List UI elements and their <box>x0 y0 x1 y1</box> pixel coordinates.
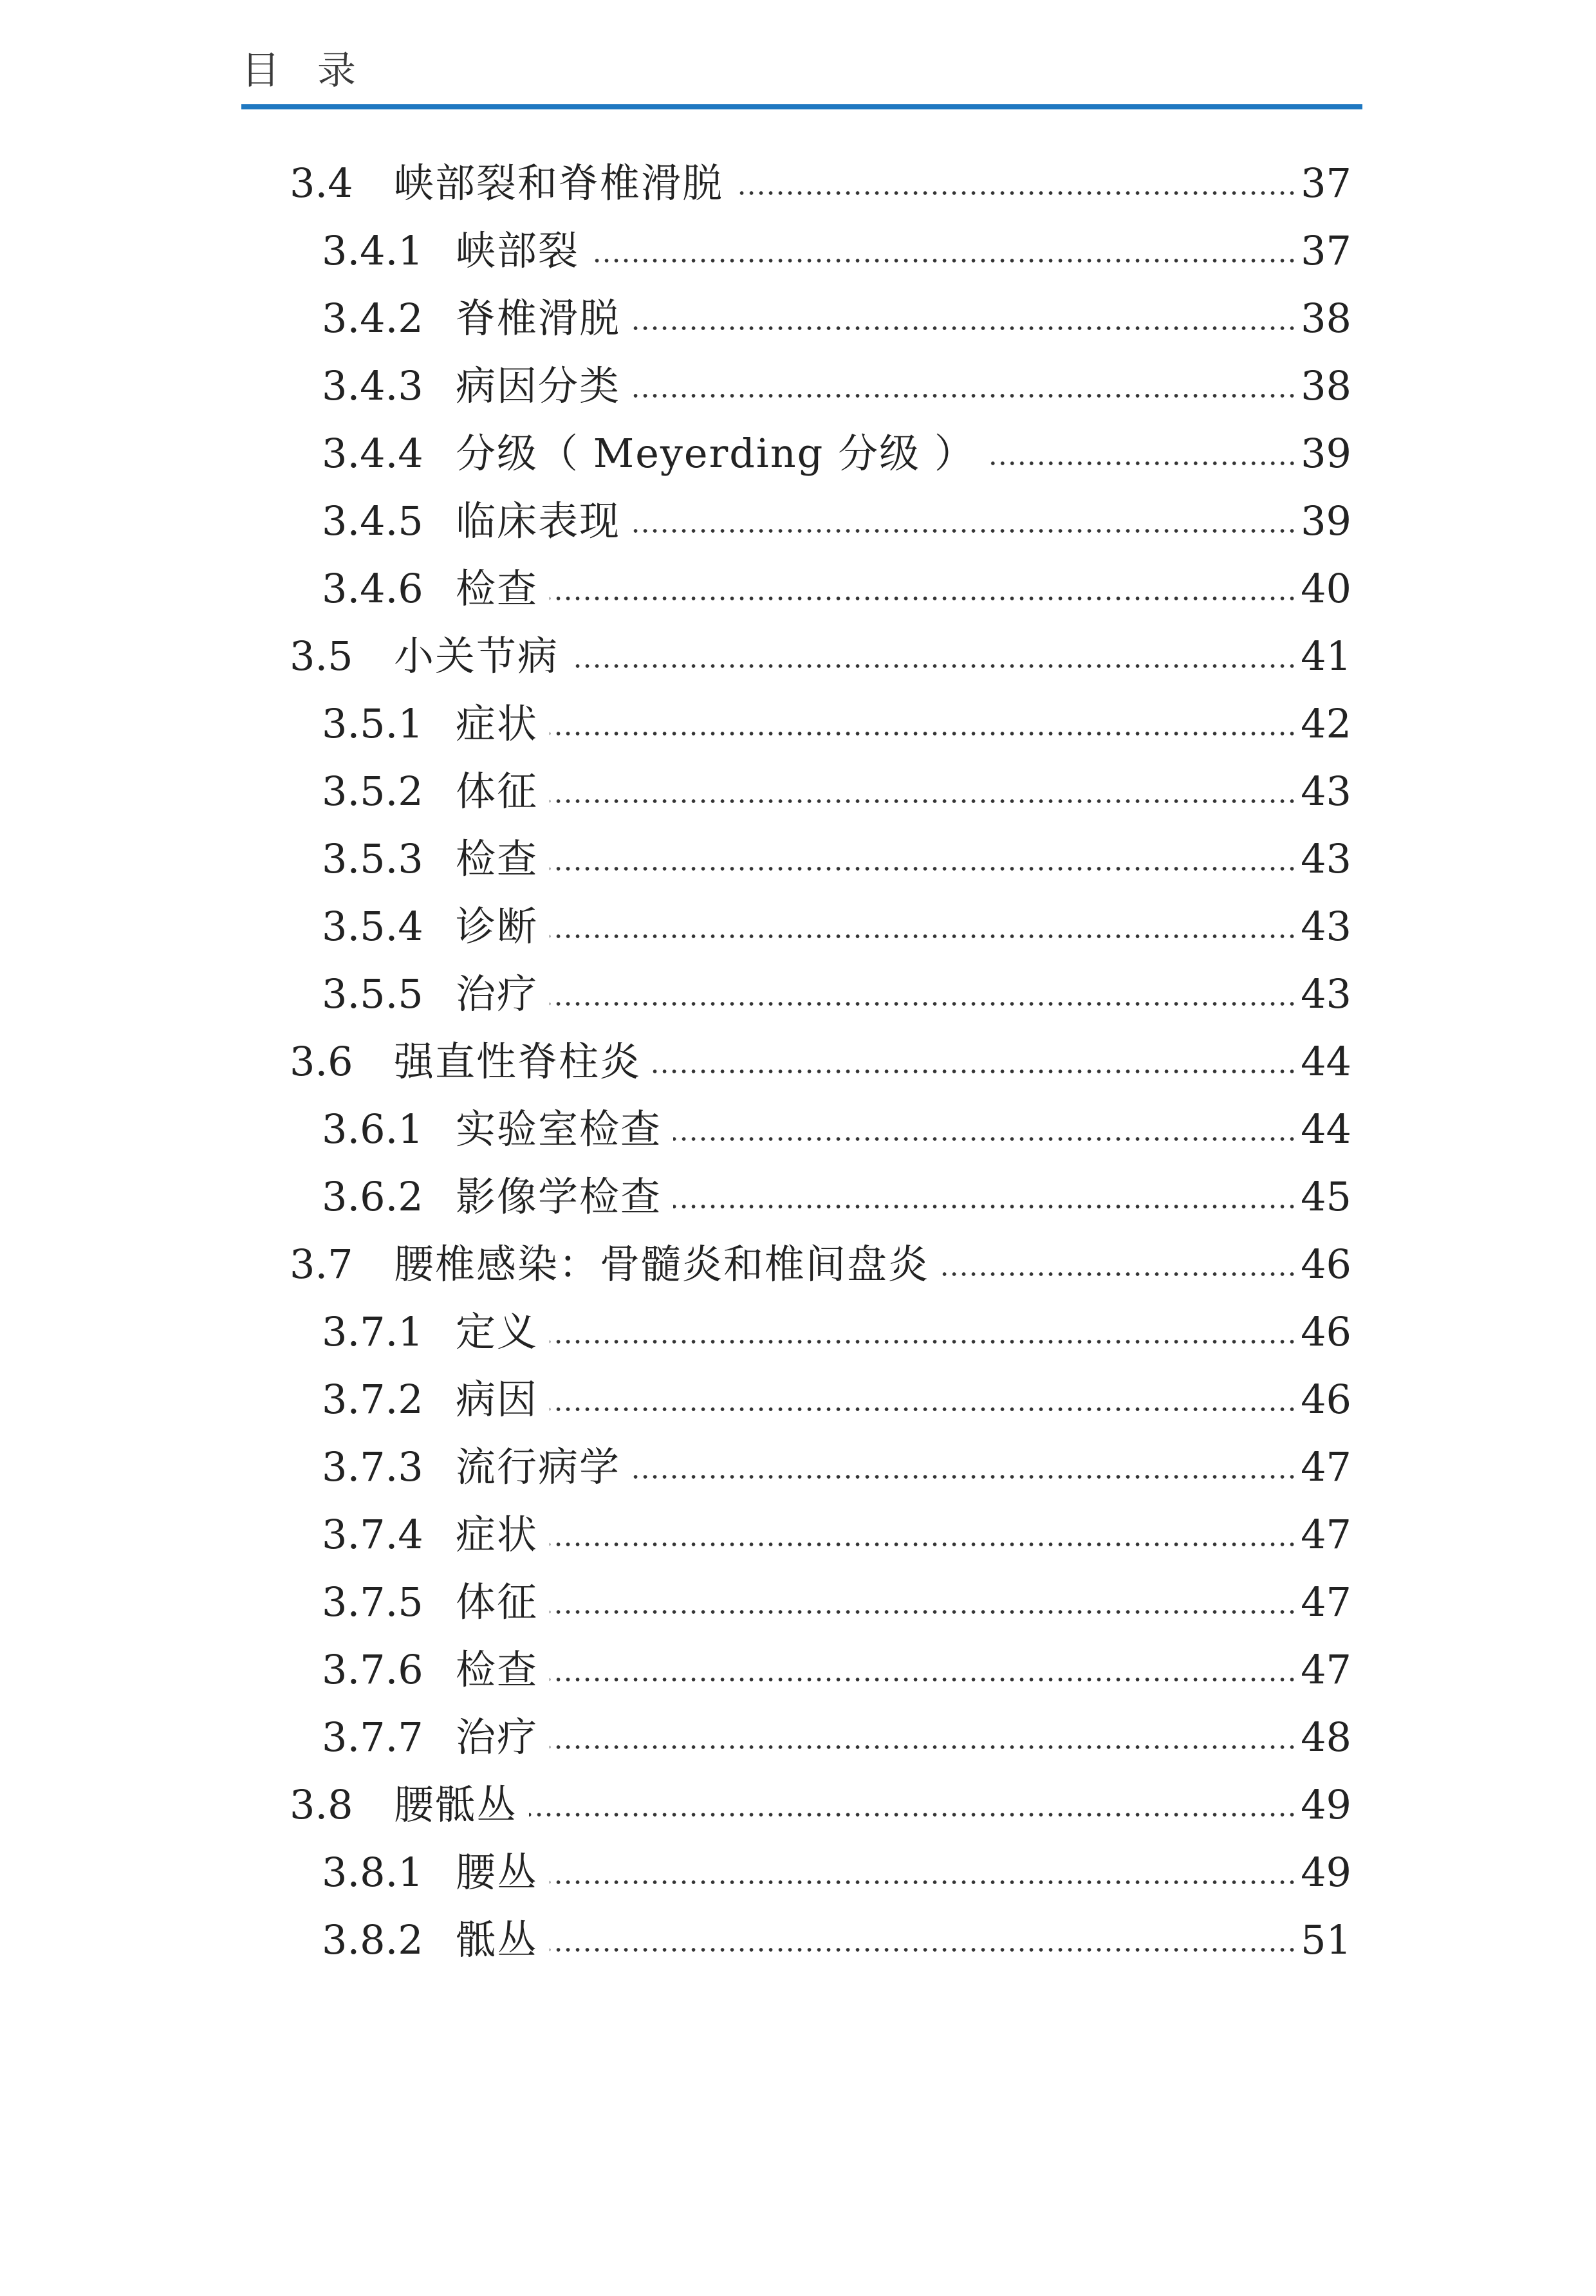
toc-entry-page-number: 51 <box>1301 1916 1351 1963</box>
dot-leader <box>529 1813 1297 1817</box>
toc-entry-number: 3.5.5 <box>322 970 423 1017</box>
toc-entry-number: 3.8 <box>290 1781 353 1828</box>
toc-entry-number: 3.5 <box>290 632 353 680</box>
toc-entry-page-number: 39 <box>1301 429 1351 477</box>
toc-entry[interactable] <box>290 1230 1351 1298</box>
toc-entry-number: 3.4.5 <box>322 497 423 544</box>
dot-leader <box>550 934 1297 938</box>
dot-leader <box>673 1137 1297 1141</box>
toc-entry[interactable] <box>290 1433 1351 1501</box>
toc-entry-number: 3.5.3 <box>322 835 423 882</box>
toc-entry-page-number: 44 <box>1301 1105 1351 1153</box>
dot-leader <box>591 259 1297 263</box>
dot-leader <box>550 1610 1297 1614</box>
toc-entry-title: 症状 <box>456 1510 539 1558</box>
toc-entry-page-number: 47 <box>1301 1443 1351 1490</box>
toc-entry-title: 体征 <box>456 1578 539 1625</box>
dot-leader <box>550 1678 1297 1681</box>
toc-entry[interactable] <box>290 1366 1351 1433</box>
toc-entry-title: 诊断 <box>456 902 539 950</box>
dot-leader <box>550 1542 1297 1546</box>
toc-entry-number: 3.6.1 <box>322 1105 423 1153</box>
toc-entry-number: 3.4.4 <box>322 429 423 477</box>
toc-entry-page-number: 43 <box>1301 835 1351 882</box>
toc-entry-title: 小关节病 <box>394 632 559 680</box>
toc-entry-title: 腰骶丛 <box>394 1781 518 1828</box>
toc-entry[interactable] <box>290 1636 1351 1703</box>
toc-entry[interactable] <box>290 284 1351 352</box>
toc-entry-number: 3.7.5 <box>322 1578 423 1625</box>
toc-entry-title: 治疗 <box>456 1713 539 1761</box>
toc-entry-title: 分级（ Meyerding 分级 ） <box>456 429 976 477</box>
toc-entry-page-number: 46 <box>1301 1240 1351 1288</box>
toc-entry-number: 3.7.7 <box>322 1713 423 1761</box>
toc-entry-title: 腰椎感染：骨髓炎和椎间盘炎 <box>394 1240 930 1288</box>
toc-entry[interactable] <box>290 622 1351 690</box>
toc-entry-title: 体征 <box>456 767 539 815</box>
toc-entry[interactable] <box>290 1095 1351 1163</box>
toc-entry[interactable] <box>290 1568 1351 1636</box>
toc-entry-number: 3.5.1 <box>322 699 423 747</box>
dot-leader <box>632 1475 1297 1479</box>
toc-entry-page-number: 48 <box>1301 1713 1351 1761</box>
dot-leader <box>987 461 1297 465</box>
toc-entry-number: 3.8.1 <box>322 1848 423 1896</box>
dot-leader <box>632 394 1297 398</box>
toc-entry[interactable] <box>290 825 1351 893</box>
toc-entry-number: 3.4.3 <box>322 362 423 409</box>
toc-entry-title: 病因分类 <box>456 362 621 409</box>
toc-entry-number: 3.7.3 <box>322 1443 423 1490</box>
toc-entry-page-number: 47 <box>1301 1578 1351 1625</box>
toc-entry-page-number: 42 <box>1301 699 1351 747</box>
toc-entry-title: 症状 <box>456 699 539 747</box>
toc-entry-page-number: 41 <box>1301 632 1351 680</box>
toc-entry-number: 3.4.2 <box>322 294 423 342</box>
toc-entry-number: 3.7.2 <box>322 1375 423 1423</box>
toc-entry-page-number: 45 <box>1301 1172 1351 1220</box>
dot-leader <box>570 664 1297 668</box>
toc-entry-number: 3.5.2 <box>322 767 423 815</box>
dot-leader <box>632 529 1297 533</box>
toc-entry[interactable] <box>290 1771 1351 1838</box>
toc-entry-title: 治疗 <box>456 970 539 1017</box>
dot-leader <box>550 1002 1297 1006</box>
toc-entry[interactable] <box>290 1028 1351 1095</box>
toc-entry-number: 3.7 <box>290 1240 353 1288</box>
toc-entry-title: 检查 <box>456 564 539 612</box>
toc-entry-number: 3.6.2 <box>322 1172 423 1220</box>
dot-leader <box>550 1948 1297 1952</box>
toc-entry[interactable] <box>290 1501 1351 1568</box>
toc-entry-title: 脊椎滑脱 <box>456 294 621 342</box>
toc-entry-page-number: 39 <box>1301 497 1351 544</box>
dot-leader <box>673 1205 1297 1208</box>
toc-entry-page-number: 47 <box>1301 1510 1351 1558</box>
toc-entry-page-number: 38 <box>1301 294 1351 342</box>
toc-entry-title: 流行病学 <box>456 1443 621 1490</box>
toc-entry-title: 峡部裂 <box>456 227 580 274</box>
toc-entry-page-number: 49 <box>1301 1848 1351 1896</box>
header-rule <box>241 104 1362 109</box>
toc-entry-page-number: 49 <box>1301 1781 1351 1828</box>
dot-leader <box>550 1745 1297 1749</box>
toc-entry-page-number: 44 <box>1301 1037 1351 1085</box>
dot-leader <box>941 1272 1297 1276</box>
toc-entry-title: 定义 <box>456 1308 539 1355</box>
toc-entry-page-number: 37 <box>1301 227 1351 274</box>
toc-entry[interactable] <box>290 487 1351 555</box>
toc-entry[interactable] <box>290 1298 1351 1366</box>
toc-entry[interactable] <box>290 893 1351 960</box>
toc-entry-number: 3.4.6 <box>322 564 423 612</box>
toc-entry-number: 3.6 <box>290 1037 353 1085</box>
toc-entry[interactable] <box>290 555 1351 622</box>
toc-entry-page-number: 38 <box>1301 362 1351 409</box>
dot-leader <box>735 191 1297 195</box>
toc-entry[interactable] <box>290 217 1351 284</box>
toc-entry-number: 3.8.2 <box>322 1916 423 1963</box>
toc-entry-page-number: 40 <box>1301 564 1351 612</box>
toc-entry[interactable] <box>290 420 1351 487</box>
toc-entry-page-number: 46 <box>1301 1308 1351 1355</box>
dot-leader <box>550 597 1297 600</box>
toc-entry-title: 峡部裂和脊椎滑脱 <box>394 159 724 207</box>
dot-leader <box>550 732 1297 736</box>
toc-entry-page-number: 46 <box>1301 1375 1351 1423</box>
toc-entry-title: 骶丛 <box>456 1916 539 1963</box>
toc-entry-number: 3.7.4 <box>322 1510 423 1558</box>
toc-entry[interactable] <box>290 149 1351 217</box>
toc-entry[interactable] <box>290 1163 1351 1230</box>
toc-entry[interactable] <box>290 757 1351 825</box>
dot-leader <box>550 1340 1297 1344</box>
dot-leader <box>653 1069 1297 1073</box>
page-title: 目录 <box>241 48 393 93</box>
toc-entry[interactable] <box>290 690 1351 757</box>
toc-entry-number: 3.4.1 <box>322 227 423 274</box>
toc-entry-page-number: 37 <box>1301 159 1351 207</box>
dot-leader <box>550 1407 1297 1411</box>
toc-entry[interactable] <box>290 352 1351 420</box>
toc-entry-number: 3.4 <box>290 159 353 207</box>
toc-entry-page-number: 43 <box>1301 767 1351 815</box>
toc-entry[interactable] <box>290 1906 1351 1974</box>
dot-leader <box>632 326 1297 330</box>
toc-entry[interactable] <box>290 1838 1351 1906</box>
toc-entry-number: 3.7.1 <box>322 1308 423 1355</box>
toc-entry-title: 检查 <box>456 835 539 882</box>
toc-entry-title: 腰丛 <box>456 1848 539 1896</box>
toc-entry[interactable] <box>290 1703 1351 1771</box>
toc-entry-title: 临床表现 <box>456 497 621 544</box>
toc-entry-title: 实验室检查 <box>456 1105 662 1153</box>
toc-entry-page-number: 47 <box>1301 1645 1351 1693</box>
toc-entry-page-number: 43 <box>1301 970 1351 1017</box>
toc-entry-title: 病因 <box>456 1375 539 1423</box>
table-of-contents <box>290 149 1351 1974</box>
toc-entry[interactable] <box>290 960 1351 1028</box>
dot-leader <box>550 867 1297 871</box>
toc-entry-title: 影像学检查 <box>456 1172 662 1220</box>
page-header <box>241 45 1362 116</box>
toc-entry-title: 强直性脊柱炎 <box>394 1037 642 1085</box>
toc-entry-number: 3.7.6 <box>322 1645 423 1693</box>
toc-entry-page-number: 43 <box>1301 902 1351 950</box>
toc-entry-title: 检查 <box>456 1645 539 1693</box>
dot-leader <box>550 799 1297 803</box>
toc-entry-number: 3.5.4 <box>322 902 423 950</box>
dot-leader <box>550 1880 1297 1884</box>
